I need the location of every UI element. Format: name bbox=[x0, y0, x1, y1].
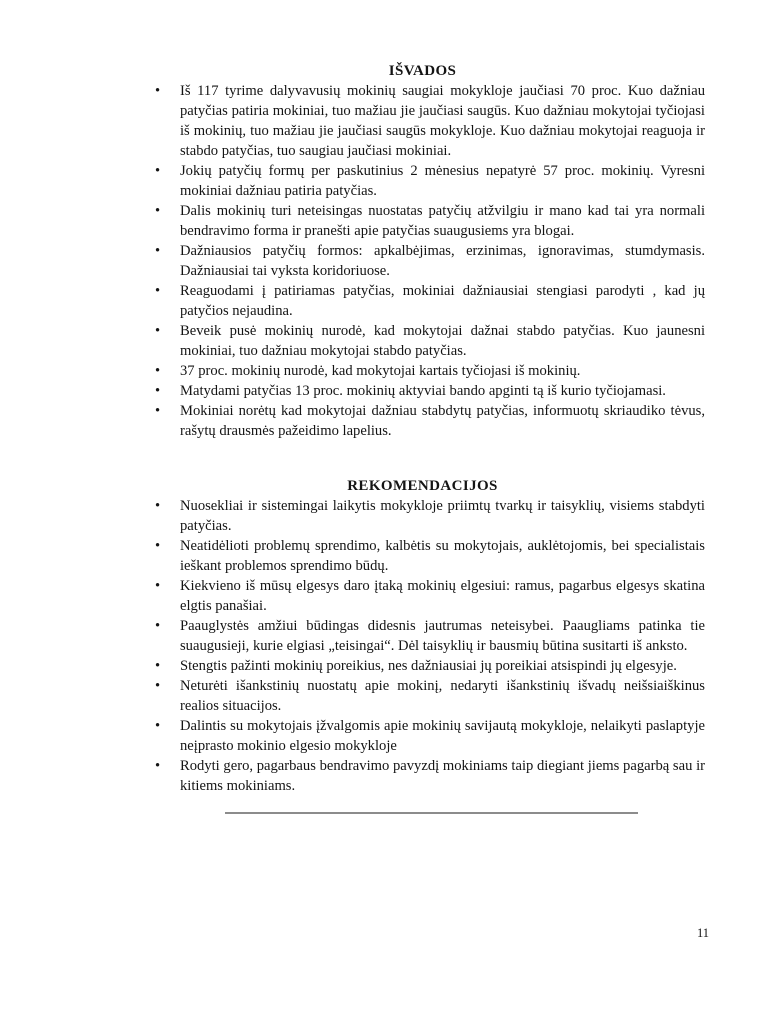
isvados-bullet-list bbox=[140, 81, 705, 441]
list-item: • 37 proc. mokinių nurodė, kad mokytojai kartais tyčiojasi iš mokinių. bbox=[140, 361, 705, 381]
list-item: • Iš 117 tyrime dalyvavusių mokinių saugiai mokykloje jaučiasi 70 proc. Kuo dažniau patyčias patiria mokiniai, tuo mažiau jie jaučiasi saugūs. Kuo dažniau mokytojai tyčiojasi iš mokinių, tuo mažiau jie jaučiasi saugūs mokykloje. Kuo dažniau mokytojai reaguoja ir stabdo patyčias, tuo saugiau jaučiasi mokiniai. bbox=[140, 81, 705, 161]
list-item: • Kiekvieno iš mūsų elgesys daro įtaką mokinių elgesiui: ramus, pagarbus elgesys skatina elgtis panašiai. bbox=[140, 576, 705, 616]
list-item: • Stengtis pažinti mokinių poreikius, nes dažniausiai jų poreikiai atsispindi jų elgesyje. bbox=[140, 656, 705, 676]
page-number: 11 bbox=[696, 926, 709, 940]
horizontal-divider bbox=[225, 812, 638, 814]
list-item: • Jokių patyčių formų per paskutinius 2 mėnesius nepatyrė 57 proc. mokinių. Vyresni mokiniai dažniau patiria patyčias. bbox=[140, 161, 705, 201]
list-item: • Mokiniai norėtų kad mokytojai dažniau stabdytų patyčias, informuotų skriaudiko tėvus, rašytų drausmės pažeidimo lapelius. bbox=[140, 401, 705, 441]
list-item: • Reaguodami į patiriamas patyčias, mokiniai dažniausiai stengiasi parodyti , kad jų patyčios nejaudina. bbox=[140, 281, 705, 321]
list-item: • Matydami patyčias 13 proc. mokinių aktyviai bando apginti tą iš kurio tyčiojamasi. bbox=[140, 381, 705, 401]
list-item: • Beveik pusė mokinių nurodė, kad mokytojai dažnai stabdo patyčias. Kuo jaunesni mokiniai, tuo dažniau mokytojai stabdo patyčias. bbox=[140, 321, 705, 361]
list-item: • Neturėti išankstinių nuostatų apie mokinį, nedaryti išankstinių išvadų neišsiaiškinus realios situacijos. bbox=[140, 676, 705, 716]
section-heading-isvados: IŠVADOS bbox=[388, 63, 457, 79]
list-item: • Rodyti gero, pagarbaus bendravimo pavyzdį mokiniams taip diegiant jiems pagarbą sau ir kitiems mokiniams. bbox=[140, 756, 705, 796]
list-item: • Dažniausios patyčių formos: apkalbėjimas, erzinimas, ignoravimas, stumdymasis. Dažniausiai tai vyksta koridoriuose. bbox=[140, 241, 705, 281]
list-item: • Dalis mokinių turi neteisingas nuostatas patyčių atžvilgiu ir mano kad tai yra normali bendravimo forma ir pranešti apie patyčias suaugusiems yra blogai. bbox=[140, 201, 705, 241]
document-content bbox=[140, 0, 705, 814]
rekomendacijos-bullet-list bbox=[140, 496, 705, 796]
list-item: • Paauglystės amžiui būdingas didesnis jautrumas neteisybei. Paaugliams patinka tie suaugusieji, kurie elgiasi „teisingai“. Dėl taisyklių ir bausmių būtina susitarti iš anksto. bbox=[140, 616, 705, 656]
list-item: • Neatidėlioti problemų sprendimo, kalbėtis su mokytojais, auklėtojomis, bei specialistais ieškant problemos sprendimo būdų. bbox=[140, 536, 705, 576]
section-heading-rekomendacijos: REKOMENDACIJOS bbox=[347, 478, 498, 494]
list-item: • Nuosekliai ir sistemingai laikytis mokykloje priimtų tvarkų ir taisyklių, visiems stabdyti patyčias. bbox=[140, 496, 705, 536]
list-item: • Dalintis su mokytojais įžvalgomis apie mokinių savijautą mokykloje, nelaikyti paslaptyje neįprasto mokinio elgesio mokykloje bbox=[140, 716, 705, 756]
